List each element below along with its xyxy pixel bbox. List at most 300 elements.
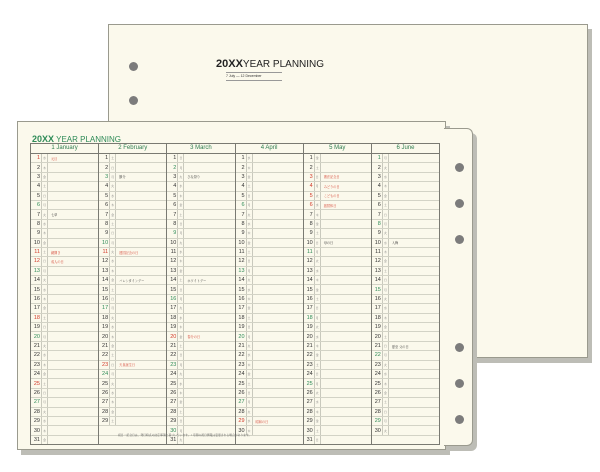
day-number: 15 (374, 286, 381, 293)
weekday-label: 火 (41, 342, 48, 350)
day-number: 23 (170, 361, 177, 368)
day-number: 3 (241, 173, 245, 180)
day-row[interactable] (31, 351, 98, 360)
day-row[interactable] (31, 267, 98, 276)
day-row[interactable] (99, 295, 166, 304)
day-row[interactable] (304, 351, 371, 360)
day-number: 13 (374, 267, 381, 274)
day-row[interactable] (167, 314, 234, 323)
day-row[interactable] (236, 379, 303, 388)
day-number: 30 (306, 427, 313, 434)
day-row[interactable] (99, 417, 166, 426)
weekday-label: 水 (177, 182, 184, 190)
day-row[interactable] (31, 342, 98, 351)
day-row[interactable] (236, 332, 303, 341)
day-row[interactable] (31, 201, 98, 210)
day-row[interactable] (304, 192, 371, 201)
weekday-label: 水 (314, 267, 321, 275)
day-row[interactable] (167, 257, 234, 266)
weekday-label: 木 (314, 210, 321, 218)
weekday-label: 土 (41, 379, 48, 387)
front-sheet-hole-strip (444, 128, 473, 446)
day-row[interactable] (99, 210, 166, 219)
front-title-text: YEAR PLANNING (54, 135, 122, 144)
day-row[interactable] (167, 379, 234, 388)
day-row[interactable] (304, 257, 371, 266)
day-number: 26 (33, 389, 40, 396)
day-row[interactable] (167, 304, 234, 313)
day-row[interactable] (167, 239, 234, 248)
day-row[interactable] (167, 276, 234, 285)
day-row[interactable] (99, 248, 166, 257)
day-row[interactable] (167, 220, 234, 229)
day-number: 22 (374, 352, 381, 359)
day-number: 15 (33, 286, 40, 293)
day-row[interactable] (99, 351, 166, 360)
month-header: 6 June (372, 144, 439, 154)
day-row[interactable] (236, 361, 303, 370)
day-row[interactable] (99, 276, 166, 285)
day-row[interactable] (236, 154, 303, 163)
day-number: 17 (374, 305, 381, 312)
day-row[interactable] (31, 163, 98, 172)
weekday-label: 土 (382, 398, 389, 406)
day-row[interactable] (372, 342, 439, 351)
day-row[interactable] (236, 342, 303, 351)
day-row[interactable] (99, 361, 166, 370)
day-row[interactable] (99, 257, 166, 266)
day-row[interactable] (236, 163, 303, 172)
day-row[interactable] (99, 304, 166, 313)
day-number: 10 (306, 239, 313, 246)
day-row[interactable] (236, 398, 303, 407)
day-row[interactable] (236, 276, 303, 285)
weekday-label: 火 (246, 342, 253, 350)
day-number: 28 (306, 408, 313, 415)
day-row[interactable] (372, 370, 439, 379)
day-row[interactable] (99, 182, 166, 191)
weekday-label: 火 (246, 408, 253, 416)
day-row[interactable] (167, 389, 234, 398)
weekday-label: 月 (382, 417, 389, 425)
day-row[interactable] (236, 267, 303, 276)
day-row[interactable] (236, 370, 303, 379)
day-row[interactable] (236, 389, 303, 398)
day-number: 8 (36, 220, 40, 227)
day-row[interactable] (167, 201, 234, 210)
day-row[interactable] (372, 210, 439, 219)
day-row[interactable] (167, 229, 234, 238)
day-row[interactable] (236, 239, 303, 248)
day-row[interactable] (304, 332, 371, 341)
day-row[interactable] (372, 389, 439, 398)
day-row[interactable] (304, 229, 371, 238)
day-row[interactable] (372, 239, 439, 248)
day-number: 21 (170, 343, 177, 349)
day-number: 10 (374, 239, 381, 246)
day-row[interactable] (31, 379, 98, 388)
day-row[interactable] (31, 285, 98, 294)
day-number: 5 (309, 192, 313, 199)
day-row[interactable] (372, 248, 439, 257)
day-row[interactable] (99, 285, 166, 294)
day-row[interactable] (99, 220, 166, 229)
day-number: 22 (238, 352, 245, 359)
day-row[interactable] (31, 314, 98, 323)
weekday-label: 月 (246, 398, 253, 406)
day-row[interactable] (99, 379, 166, 388)
weekday-label: 火 (109, 182, 116, 190)
day-row[interactable] (304, 314, 371, 323)
day-row[interactable] (236, 314, 303, 323)
month-column (98, 144, 166, 444)
day-number: 5 (173, 192, 177, 199)
day-row[interactable] (304, 370, 371, 379)
day-row[interactable] (372, 361, 439, 370)
day-number: 26 (102, 389, 109, 396)
weekday-label: 日 (41, 192, 48, 200)
day-row[interactable] (236, 182, 303, 191)
weekday-label: 木 (41, 295, 48, 303)
weekday-label: 金 (382, 389, 389, 397)
day-row[interactable] (31, 210, 98, 219)
day-row[interactable] (304, 398, 371, 407)
weekday-label: 月 (382, 285, 389, 293)
day-row[interactable] (372, 285, 439, 294)
day-number: 30 (238, 427, 245, 434)
day-number: 24 (102, 371, 109, 378)
day-row[interactable] (372, 408, 439, 417)
day-row[interactable] (372, 426, 439, 435)
day-number: 1 (36, 155, 40, 162)
weekday-label: 火 (177, 304, 184, 312)
day-number: 30 (374, 427, 381, 434)
day-row[interactable] (99, 314, 166, 323)
day-row[interactable] (304, 323, 371, 332)
day-row[interactable] (372, 398, 439, 407)
day-row[interactable] (31, 154, 98, 163)
day-row[interactable] (167, 370, 234, 379)
day-row[interactable] (304, 163, 371, 172)
day-row[interactable] (372, 314, 439, 323)
day-row[interactable] (167, 342, 234, 351)
day-row[interactable] (236, 417, 303, 426)
weekday-label: 金 (177, 398, 184, 406)
day-row[interactable] (372, 257, 439, 266)
day-row[interactable] (167, 182, 234, 191)
day-row[interactable] (236, 220, 303, 229)
day-row[interactable] (31, 332, 98, 341)
day-event: 成人の日 (51, 259, 64, 264)
day-row[interactable] (31, 220, 98, 229)
day-number: 25 (238, 380, 245, 387)
day-row[interactable] (167, 163, 234, 172)
day-row[interactable] (372, 304, 439, 313)
day-row[interactable] (236, 173, 303, 182)
weekday-label: 水 (177, 248, 184, 256)
day-row[interactable] (304, 267, 371, 276)
day-row[interactable] (304, 342, 371, 351)
weekday-label: 金 (314, 154, 321, 162)
weekday-label: 日 (177, 220, 184, 228)
day-row[interactable] (304, 361, 371, 370)
day-row[interactable] (99, 398, 166, 407)
weekday-label: 日 (177, 285, 184, 293)
day-row[interactable] (167, 285, 234, 294)
day-row[interactable] (304, 239, 371, 248)
day-row[interactable] (236, 304, 303, 313)
day-row[interactable] (31, 323, 98, 332)
weekday-label: 月 (177, 163, 184, 171)
weekday-label: 土 (177, 210, 184, 218)
weekday-label: 木 (314, 342, 321, 350)
weekday-label: 日 (246, 389, 253, 397)
day-row[interactable] (304, 210, 371, 219)
weekday-label: 土 (314, 361, 321, 369)
day-row[interactable] (372, 267, 439, 276)
day-row[interactable] (372, 192, 439, 201)
day-row[interactable] (304, 276, 371, 285)
day-row[interactable] (304, 248, 371, 257)
weekday-label: 木 (246, 295, 253, 303)
day-number: 18 (306, 314, 313, 321)
day-event: 入梅 (391, 241, 399, 246)
day-row[interactable] (236, 248, 303, 257)
day-number: 31 (33, 436, 40, 443)
day-number: 20 (306, 333, 313, 340)
day-row[interactable] (236, 351, 303, 360)
day-row[interactable] (304, 173, 371, 182)
weekday-label: 日 (109, 361, 116, 369)
day-number: 20 (102, 333, 109, 340)
weekday-label: 木 (246, 229, 253, 237)
weekday-label: 日 (382, 276, 389, 284)
weekday-label: 土 (41, 182, 48, 190)
day-row[interactable] (167, 248, 234, 257)
day-row[interactable] (236, 192, 303, 201)
weekday-label: 木 (314, 408, 321, 416)
day-row[interactable] (372, 182, 439, 191)
weekday-label: 火 (41, 276, 48, 284)
day-row[interactable] (167, 351, 234, 360)
day-row[interactable] (99, 389, 166, 398)
day-row[interactable] (31, 389, 98, 398)
day-row[interactable] (167, 210, 234, 219)
weekday-label: 月 (314, 182, 321, 190)
day-row[interactable] (31, 229, 98, 238)
weekday-label: 金 (314, 285, 321, 293)
weekday-label: 金 (177, 201, 184, 209)
day-row[interactable] (31, 173, 98, 182)
day-row[interactable] (304, 295, 371, 304)
day-row[interactable] (304, 201, 371, 210)
day-row[interactable] (236, 257, 303, 266)
day-event: バレンタインデー (119, 278, 145, 283)
day-row[interactable] (31, 304, 98, 313)
day-number: 25 (170, 380, 177, 387)
day-row[interactable] (31, 295, 98, 304)
weekday-label: 火 (314, 389, 321, 397)
day-row[interactable] (304, 417, 371, 426)
day-number: 25 (102, 380, 109, 387)
day-row[interactable] (236, 229, 303, 238)
day-number: 23 (33, 361, 40, 368)
day-number: 29 (33, 418, 40, 425)
day-number: 11 (306, 249, 313, 256)
weekday-label: 木 (382, 248, 389, 256)
day-row[interactable] (236, 408, 303, 417)
weekday-label: 土 (382, 201, 389, 209)
day-row[interactable] (236, 295, 303, 304)
day-row[interactable] (304, 154, 371, 163)
day-number: 14 (170, 277, 177, 284)
day-row[interactable] (236, 210, 303, 219)
day-row[interactable] (31, 192, 98, 201)
day-row[interactable] (304, 389, 371, 398)
back-title-year: 20XX (216, 58, 243, 70)
weekday-label: 日 (314, 173, 321, 181)
day-row[interactable] (304, 304, 371, 313)
day-row[interactable] (304, 285, 371, 294)
weekday-label: 木 (382, 314, 389, 322)
day-row[interactable] (31, 239, 98, 248)
day-row[interactable] (167, 417, 234, 426)
day-row[interactable] (167, 192, 234, 201)
weekday-label: 水 (246, 351, 253, 359)
day-row[interactable] (167, 332, 234, 341)
day-row[interactable] (167, 295, 234, 304)
day-row[interactable] (304, 408, 371, 417)
day-number: 4 (377, 183, 381, 190)
day-row[interactable] (304, 379, 371, 388)
day-row[interactable] (372, 351, 439, 360)
day-row[interactable] (167, 173, 234, 182)
day-number: 3 (173, 173, 177, 180)
weekday-label: 土 (246, 379, 253, 387)
day-row[interactable] (304, 426, 371, 435)
day-number: 13 (102, 267, 109, 274)
weekday-label: 金 (246, 173, 253, 181)
day-row[interactable] (304, 436, 371, 444)
day-row[interactable] (99, 342, 166, 351)
day-number: 6 (241, 202, 245, 209)
day-row[interactable] (372, 379, 439, 388)
weekday-label: 月 (314, 314, 321, 322)
day-number: 19 (102, 324, 109, 331)
weekday-label: 木 (177, 192, 184, 200)
day-row[interactable] (31, 417, 98, 426)
month-column (303, 144, 371, 444)
weekday-label: 月 (109, 304, 116, 312)
day-row[interactable] (31, 436, 98, 444)
day-row[interactable] (372, 220, 439, 229)
day-row[interactable] (236, 323, 303, 332)
weekday-label: 金 (382, 257, 389, 265)
day-row[interactable] (372, 436, 439, 444)
weekday-label: 火 (41, 408, 48, 416)
day-row[interactable] (99, 239, 166, 248)
day-number: 6 (105, 202, 109, 209)
day-row[interactable] (167, 267, 234, 276)
weekday-label: 月 (246, 332, 253, 340)
day-row[interactable] (372, 332, 439, 341)
day-row[interactable] (99, 267, 166, 276)
day-row[interactable] (31, 276, 98, 285)
day-row[interactable] (372, 154, 439, 163)
day-row[interactable] (372, 201, 439, 210)
day-row[interactable] (99, 332, 166, 341)
day-event: 夏至 父の日 (391, 344, 409, 349)
weekday-label: 火 (382, 426, 389, 434)
day-row[interactable] (372, 323, 439, 332)
day-row[interactable] (167, 408, 234, 417)
day-row[interactable] (31, 257, 98, 266)
day-row[interactable] (372, 417, 439, 426)
day-number: 19 (33, 324, 40, 331)
day-row[interactable] (31, 408, 98, 417)
weekday-label: 金 (382, 323, 389, 331)
weekday-label: 水 (177, 379, 184, 387)
day-number: 22 (102, 352, 109, 359)
day-row[interactable] (167, 154, 234, 163)
weekday-label: 木 (41, 229, 48, 237)
day-row[interactable] (167, 398, 234, 407)
weekday-label: 金 (41, 436, 48, 444)
day-row[interactable] (304, 220, 371, 229)
weekday-label: 火 (109, 248, 116, 256)
day-row[interactable] (99, 323, 166, 332)
weekday-label: 日 (109, 295, 116, 303)
day-row[interactable] (372, 229, 439, 238)
day-row[interactable] (167, 361, 234, 370)
day-row[interactable] (372, 173, 439, 182)
day-row[interactable] (31, 248, 98, 257)
weekday-label: 水 (246, 220, 253, 228)
weekday-label: 日 (382, 408, 389, 416)
weekday-label: 土 (314, 163, 321, 171)
day-row[interactable] (99, 154, 166, 163)
day-row[interactable] (31, 370, 98, 379)
day-number: 5 (241, 192, 245, 199)
day-row[interactable] (99, 192, 166, 201)
day-row[interactable] (31, 426, 98, 435)
day-row[interactable] (372, 163, 439, 172)
day-row[interactable] (99, 173, 166, 182)
day-row[interactable] (99, 201, 166, 210)
day-row[interactable] (304, 182, 371, 191)
day-row[interactable] (99, 163, 166, 172)
day-row[interactable] (31, 398, 98, 407)
day-row[interactable] (372, 276, 439, 285)
day-number: 7 (377, 211, 381, 218)
day-number: 21 (306, 343, 313, 349)
day-row[interactable] (31, 182, 98, 191)
day-number: 24 (374, 371, 381, 378)
day-row[interactable] (99, 229, 166, 238)
day-number: 14 (374, 277, 381, 284)
weekday-label: 日 (314, 304, 321, 312)
day-row[interactable] (99, 370, 166, 379)
day-row[interactable] (236, 285, 303, 294)
day-number: 11 (34, 249, 40, 256)
weekday-label: 土 (314, 426, 321, 434)
day-row[interactable] (167, 323, 234, 332)
weekday-label: 月 (109, 370, 116, 378)
day-row[interactable] (372, 295, 439, 304)
day-row[interactable] (236, 201, 303, 210)
day-row[interactable] (99, 408, 166, 417)
day-row[interactable] (31, 361, 98, 370)
